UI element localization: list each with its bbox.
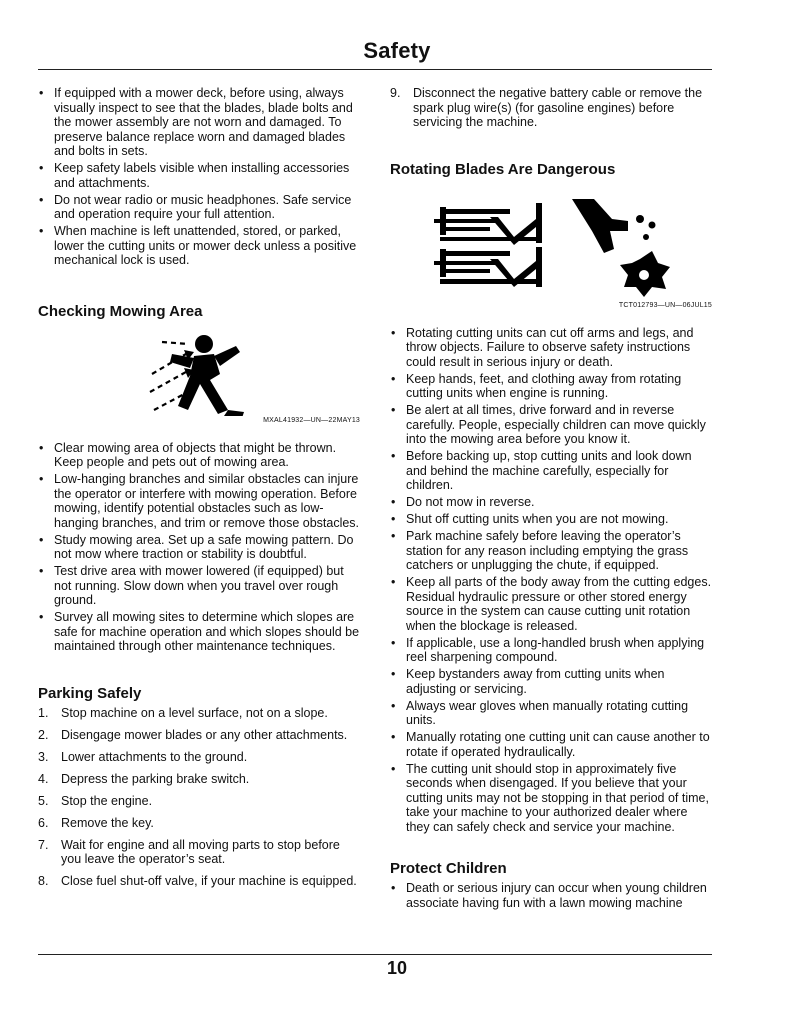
rotating-blades-warning-icon <box>390 197 712 301</box>
children-bullet-list <box>390 881 712 910</box>
left-column <box>38 86 360 896</box>
figure-caption: MXAL41932—UN—22MAY13 <box>263 416 360 424</box>
checking-bullet-list <box>38 441 360 654</box>
list-item: • Keep safety labels visible when installing accessories and attachments. <box>38 161 360 190</box>
list-item: • Shut off cutting units when you are not mowing. <box>390 512 712 527</box>
list-item: • Always wear gloves when manually rotating cutting units. <box>390 699 712 728</box>
thrown-objects-figure <box>38 332 360 425</box>
section-heading-protect-children: Protect Children <box>390 860 507 877</box>
list-item: • If equipped with a mower deck, before using, always visually inspect to see that the blades, blade bolts and the mower assembly are not worn and damaged. To preserve balance replace worn and damaged blades and bolts in sets. <box>38 86 360 159</box>
list-item: • Test drive area with mower lowered (if equipped) but not running. Slow down when you travel over rough ground. <box>38 564 360 608</box>
rotating-bullet-list <box>390 326 712 835</box>
list-item: • Survey all mowing sites to determine which slopes are safe for machine operation and which slopes should be maintained through other maintenance techniques. <box>38 610 360 654</box>
list-item: • Do not wear radio or music headphones. Safe service and operation require your full attention. <box>38 193 360 222</box>
list-item: • Keep hands, feet, and clothing away from rotating cutting units when engine is running. <box>390 372 712 401</box>
list-item: 6. Remove the key. <box>38 815 154 830</box>
list-item: 1. Stop machine on a level surface, not on a slope. <box>38 705 328 720</box>
list-item: • Rotating cutting units can cut off arms and legs, and throw objects. Failure to observe safety instructions could result in serious injury or death. <box>390 326 712 370</box>
list-item: • When machine is left unattended, stored, or parked, lower the cutting units or mower deck unless a positive mechanical lock is used. <box>38 224 360 268</box>
list-item: • Death or serious injury can occur when young children associate having fun with a lawn mowing machine <box>390 881 712 910</box>
continued-steps-list <box>390 86 712 130</box>
intro-bullet-list <box>38 86 360 268</box>
page-title: Safety <box>363 38 431 63</box>
section-heading-parking-safely: Parking Safely <box>38 684 142 702</box>
list-item: • Study mowing area. Set up a safe mowing pattern. Do not mow where traction or stability is doubtful. <box>38 533 360 562</box>
list-item: 2. Disengage mower blades or any other attachments. <box>38 727 348 742</box>
list-item: 7. Wait for engine and all moving parts to stop before you leave the operator’s seat. <box>38 837 340 866</box>
footer-rule <box>38 954 712 955</box>
list-item: 8. Close fuel shut-off valve, if your machine is equipped. <box>38 874 357 888</box>
list-item: • The cutting unit should stop in approximately five seconds when disengaged. If you believe that your cutting units may not be stopping in that period of time, take your machine to your authorized dealer where they can safely check and service your machine. <box>390 762 712 835</box>
page-number: 10 <box>386 958 408 978</box>
list-item: • Do not mow in reverse. <box>390 495 712 510</box>
list-item: 4. Depress the parking brake switch. <box>38 771 250 786</box>
list-item: 3. Lower attachments to the ground. <box>38 749 248 764</box>
rotating-blades-figure <box>390 197 712 310</box>
list-item: • If applicable, use a long-handled brush when applying reel sharpening compound. <box>390 636 712 665</box>
list-item: 5. Stop the engine. <box>38 793 153 808</box>
list-item: • Park machine safely before leaving the operator’s station for any reason including emptying the grass catchers or unplugging the chute, if equipped. <box>390 529 712 573</box>
list-item: • Clear mowing area of objects that might be thrown. Keep people and pets out of mowing area. <box>38 441 360 470</box>
list-item: • Manually rotating one cutting unit can cause another to rotate if operated hydraulically. <box>390 730 712 759</box>
list-item: 9. Disconnect the negative battery cable or remove the spark plug wire(s) (for gasoline engines) before servicing the machine. <box>390 86 703 129</box>
list-item: • Keep bystanders away from cutting units when adjusting or servicing. <box>390 667 712 696</box>
figure-caption: TCT012793—UN—06JUL15 <box>618 301 712 309</box>
parking-steps-list <box>38 706 360 889</box>
section-heading-checking-mowing-area: Checking Mowing Area <box>38 302 203 320</box>
right-column <box>390 86 712 913</box>
list-item: • Be alert at all times, drive forward and in reverse carefully. People, especially children can move quickly into the mowing area before you know it. <box>390 403 712 447</box>
thrown-objects-warning-icon <box>38 332 360 416</box>
list-item: • Low-hanging branches and similar obstacles can injure the operator or interfere with mowing operation. Before mowing, identify potential obstacles such as low-hanging branches, and trim or remove those obstacles. <box>38 472 360 530</box>
section-heading-rotating-blades: Rotating Blades Are Dangerous <box>390 160 616 178</box>
list-item: • Keep all parts of the body away from the cutting edges. Residual hydraulic pressure or other stored energy source in the system can cause cutting unit rotation when the blockage is released. <box>390 575 712 633</box>
list-item: • Before backing up, stop cutting units and look down and behind the machine carefully, especially for children. <box>390 449 712 493</box>
header-rule <box>38 69 712 70</box>
